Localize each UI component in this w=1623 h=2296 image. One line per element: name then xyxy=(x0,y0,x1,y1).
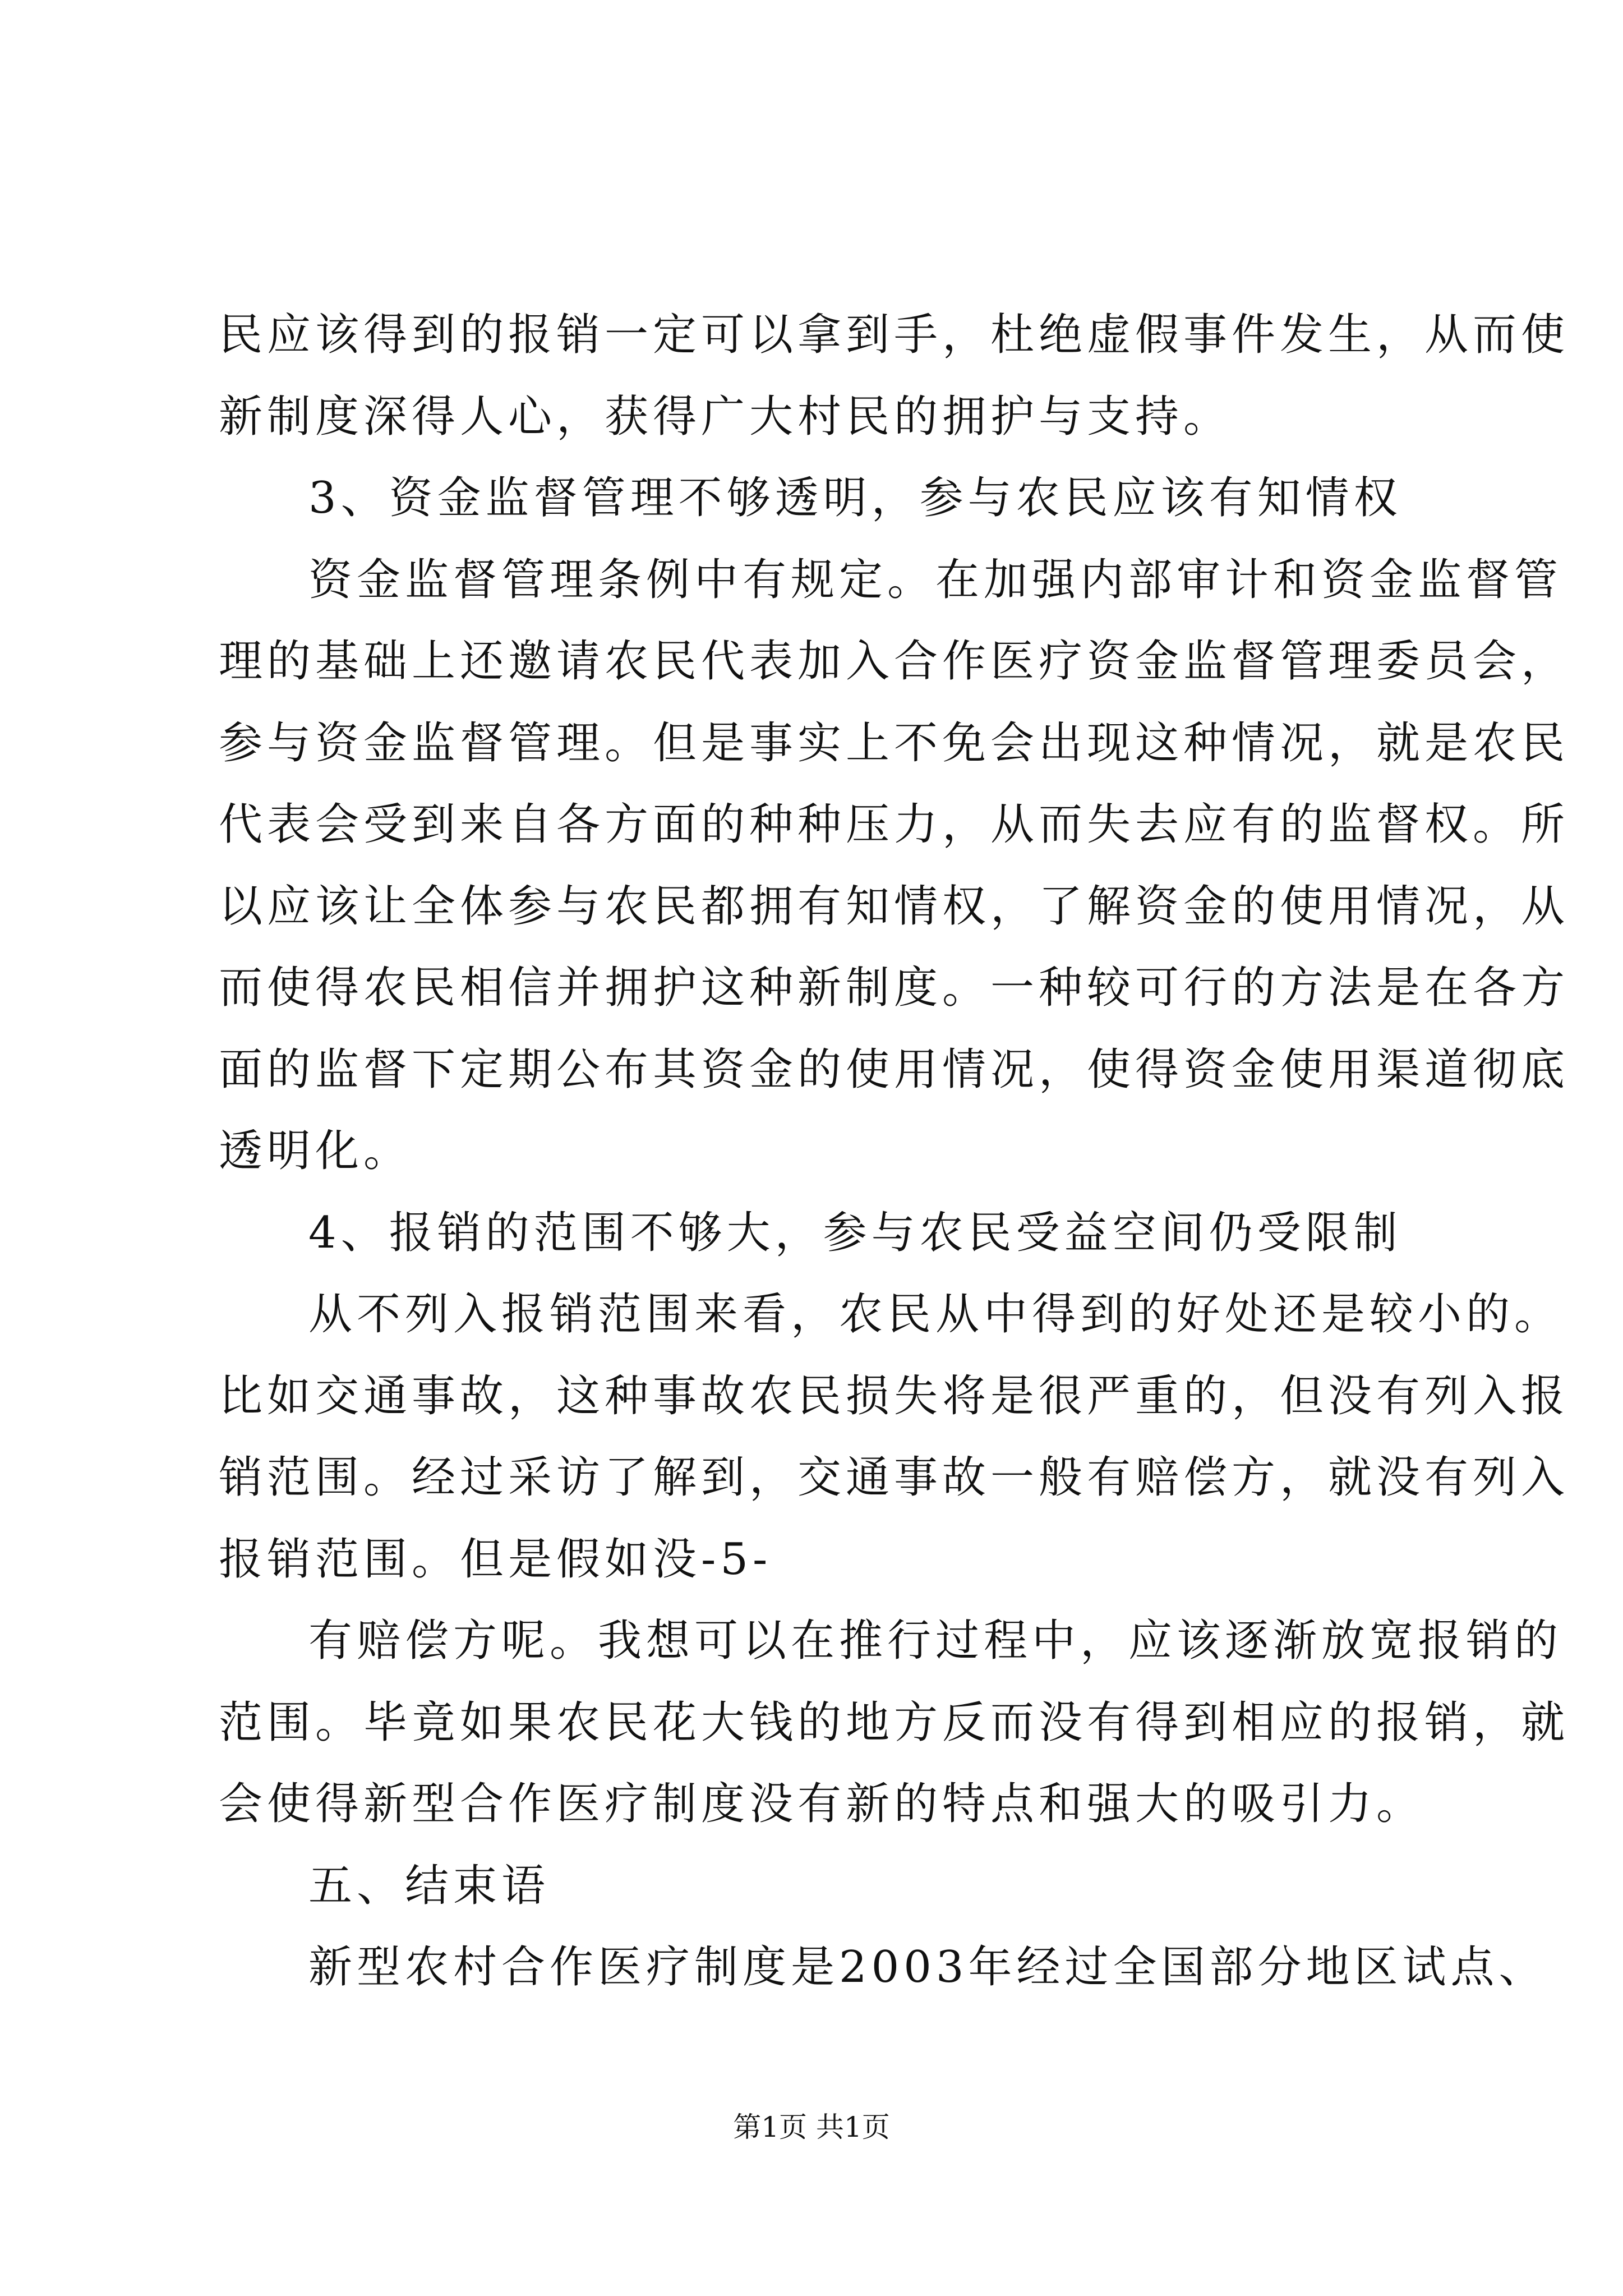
text-line: 五、结束语 xyxy=(308,1860,550,1911)
text-line: 民应该得到的报销一定可以拿到手，杜绝虚假事件发生，从而使 xyxy=(219,310,1570,360)
text-line: 参与资金监督管理。但是事实上不免会出现这种情况，就是农民 xyxy=(219,717,1570,769)
text-line: 新型农村合作医疗制度是2003年经过全国部分地区试点、 xyxy=(308,1942,1547,1993)
text-line: 销范围。经过采访了解到，交通事故一般有赔偿方，就没有列入 xyxy=(219,1452,1570,1503)
text-line: 有赔偿方呢。我想可以在推行过程中，应该逐渐放宽报销的 xyxy=(308,1616,1563,1666)
text-line: 从不列入报销范围来看，农民从中得到的好处还是较小的。 xyxy=(308,1289,1563,1340)
text-line: 3、资金监督管理不够透明，参与农民应该有知情权 xyxy=(308,473,1402,523)
text-line: 报销范围。但是假如没-5- xyxy=(219,1534,772,1585)
text-line: 新制度深得人心，获得广大村民的拥护与支持。 xyxy=(219,391,1232,442)
page-footer: 第1页 共1页 xyxy=(733,2111,890,2143)
text-line: 理的基础上还邀请农民代表加入合作医疗资金监督管理委员会， xyxy=(219,636,1570,687)
text-line: 而使得农民相信并拥护这种新制度。一种较可行的方法是在各方 xyxy=(219,963,1570,1013)
text-line: 比如交通事故，这种事故农民损失将是很严重的，但没有列入报 xyxy=(219,1370,1570,1421)
text-line: 透明化。 xyxy=(219,1126,412,1176)
text-line: 范围。毕竟如果农民花大钱的地方反而没有得到相应的报销，就 xyxy=(219,1697,1570,1748)
text-line: 面的监督下定期公布其资金的使用情况，使得资金使用渠道彻底 xyxy=(219,1044,1570,1095)
text-line: 4、报销的范围不够大，参与农民受益空间仍受限制 xyxy=(308,1207,1402,1258)
text-line: 资金监督管理条例中有规定。在加强内部审计和资金监督管 xyxy=(308,554,1563,605)
text-line: 代表会受到来自各方面的种种压力，从而失去应有的监督权。所 xyxy=(219,799,1570,850)
text-line: 会使得新型合作医疗制度没有新的特点和强大的吸引力。 xyxy=(219,1779,1425,1829)
text-line: 以应该让全体参与农民都拥有知情权，了解资金的使用情况，从 xyxy=(219,881,1570,932)
document-body xyxy=(219,295,1570,2009)
